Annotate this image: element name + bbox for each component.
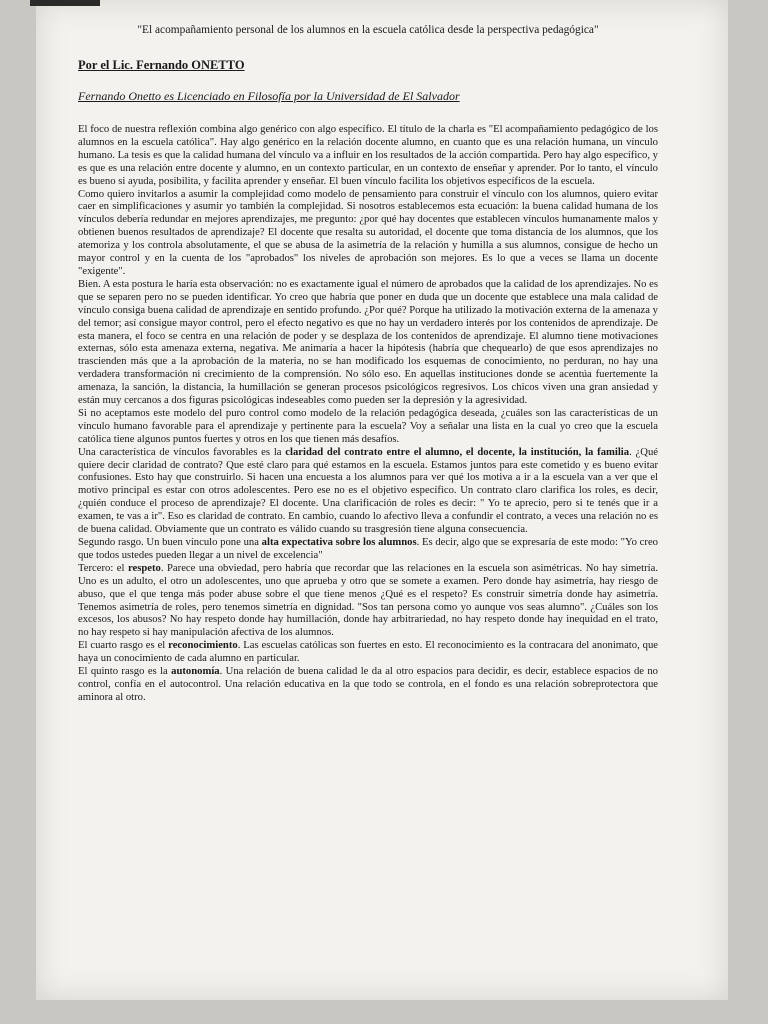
paragraph-9-text-a: El quinto rasgo es la xyxy=(78,666,172,678)
paragraph-2: Como quiero invitarlos a asumir la complejidad como modelo de pensamiento para construir el vínculo con los alumnos, quiero evitar caer en simplificaciones y asumir yo también la complejidad. Si nosotros establecemos esta ecuación: la buena calidad humana de los vínculos debería redundar en mejores aprendizajes, me pregunto: ¿por qué hay docentes que establecen vínculos humanamente malos y obtienen buenos resultados de aprendizaje? El docente que resalta su autoridad, el docente que toma distancia de los alumnos, que los atemoriza y los controla absolutamente, el que se abusa de la asimetría de la relación y humilla a sus alumnos, consigue de hecho un mayor control y en la cuenta de los "aprobados" los niveles de aprobación son mejores. Es lo que a veces se llama un docente "exigente". xyxy=(78,188,658,277)
paragraph-1: El foco de nuestra reflexión combina algo genérico con algo específico. El título de la charla es "El acompañamiento pedagógico de los alumnos en la escuela católica". Hay algo genérico en la relación docente alumno, en cuanto que es una relación humana, un vínculo humano. La tesis es que la calidad humana del vínculo va a influir en los resultados de la acción compartida. Pero hay algo específico, y es que es una relación entre docente y alumno, en un contexto particular, en un contexto de enseñar y aprender. Por lo tanto, el vínculo es bueno si ayuda, posibilita, y facilita aprender y enseñar. El buen vínculo facilita los objetivos específicos de la escuela. xyxy=(78,124,658,187)
author-bio: Fernando Onetto es Licenciado en Filosofía por la Universidad de El Salvador xyxy=(78,89,460,103)
paragraph-9-emphasis: autonomía xyxy=(171,666,220,678)
paragraph-8-emphasis: reconocimiento xyxy=(168,640,238,652)
paragraph-9 xyxy=(78,666,658,705)
author-line: Por el Lic. Fernando ONETTO xyxy=(78,58,245,72)
paragraph-5-emphasis: claridad del contrato entre el alumno, el docente, la institución, la familia xyxy=(285,446,630,458)
paragraph-4: Si no aceptamos este modelo del puro control como modelo de la relación pedagógica deseada, ¿cuáles son las características de un vínculo humano favorable para el aprendizaje y pertinente para la escuela? Voy a señalar una lista en la cual yo creo que la escuela católica tiene algunos puntos fuertes y otros en los que tienen más desafíos. xyxy=(78,407,658,445)
paragraph-8 xyxy=(78,640,658,666)
paragraph-7-text-a: Tercero: el xyxy=(78,562,128,574)
paragraph-6 xyxy=(78,537,658,563)
paragraph-3: Bien. A esta postura le haría esta observación: no es exactamente igual el número de aprobados que la calidad de los aprendizajes. No es que se separen pero no se pueden identificar. Yo creo que habría que poner en duda que un docente que establece una mala calidad de vínculo consiga buena calidad de aprendizaje en sentido profundo. ¿Por qué? Porque ha utilizado la motivación externa de la amenaza y del temor; así consigue mayor control, pero el efecto negativo es que no hay un verdadero interés por los contenidos de aprendizaje. De esta manera, el foco se centra en una relación de poder y se desplaza de los contenidos de aprendizaje. El alumno tiene motivaciones externas, sólo esta amenaza externa, negativa. Me animaría a hacer la hipótesis (habría que chequearlo) de que esos aprendizajes no trascienden más que a la aprobación de la materia, no se han modificado los esquemas de conocimiento, no perduran, no hay una verdadera transformación ni crecimiento de la comprensión. No sólo eso. En aquellas instituciones donde se acentúa fuertemente la amenaza, la sanción, la distancia, la humillación se generan procesos psicológicos regresivos. Los chicos viven una gran ansiedad y están muy cercanos a dos figuras psicológicas indeseables como pueden ser la depresión y la agresividad. xyxy=(78,278,659,407)
scan-mark xyxy=(30,0,100,6)
header-title: "El acompañamiento personal de los alumnos en la escuela católica desde la perspectiva pedagógica" xyxy=(137,24,599,36)
paragraph-5-text-b: . ¿Qué quiere decir claridad de contrato? Que esté claro para qué estamos en la escuela. Estamos juntos para este cometido y es bueno evitar confusiones. Esto hay que construirlo. Si hacen una encuesta a los alumnos para ver qué los motiva a ir a la escuela van a ver que el motivo principal es estar con otros adolescentes. Pero ese no es el objetivo específico. Un contrato claro clarifica los roles, es decir, ¿quién conduce el proceso de aprendizaje? El docente. Una clarificación de roles es decir: " Yo te aprecio, pero si te tenés que ir a examen, te vas a ir". Eso es claridad de contrato. En cambio, cuando lo afectivo lleva a confundir el contrato, a veces una relación no es de buena calidad. Obviamente que un contrato es válido cuando su trasgresión tiene alguna consecuencia. xyxy=(78,446,658,536)
paragraph-7 xyxy=(78,563,658,640)
document-body xyxy=(78,20,658,705)
paragraph-6-emphasis: alta expectativa sobre los alumnos xyxy=(261,537,417,548)
paragraph-9-text-b: . Una relación de buena calidad le da al otro espacios para decidir, es decir, establece espacios de no control, confía en el autocontrol. Una relación educativa en la que todo se controla, en el fondo es una relación sobreprotectora que aminora al otro. xyxy=(78,666,659,703)
paragraph-7-text-b: . Parece una obviedad, pero habría que recordar que las relaciones en la escuela son asimétricas. No hay simetría. Uno es un adulto, el otro un adolescentes, uno que aprueba y otro que se somete a examen. Pero donde hay asimetría, hay riesgo de abuso, que el que tenga más poder abuse sobre el que tiene menos ¿Qué es el respeto? Es construir simetría donde hay asimetría. Tenemos asimetría de roles, pero tenemos simetría en dignidad. "Sos tan persona como yo aunque vos seas alumno". ¿Cuáles son los excesos, los abusos? No hay respeto donde hay humillación, donde hay arbitrariedad, no hay respeto donde hay inequidad en el trato, no hay respeto si hay manipulación afectiva de los alumnos. xyxy=(78,562,658,639)
paragraph-5-text-a: Una característica de vínculos favorables es la xyxy=(78,446,286,458)
paragraph-8-text-b: . Las escuelas católicas son fuertes en esto. El reconocimiento es la contracara del anonimato, que haya un conocimiento de cada alumno en particular. xyxy=(78,640,659,665)
paragraph-7-emphasis: respeto xyxy=(127,562,161,574)
paragraph-5 xyxy=(78,447,658,537)
paragraph-8-text-a: El cuarto rasgo es el xyxy=(78,640,169,652)
paragraph-6-text-a: Segundo rasgo. Un buen vínculo pone una xyxy=(78,537,262,548)
paragraph-6-text-b: . Es decir, algo que se expresaría de este modo: "Yo creo que todos ustedes pueden llegar a un nivel de excelencia" xyxy=(78,537,658,561)
